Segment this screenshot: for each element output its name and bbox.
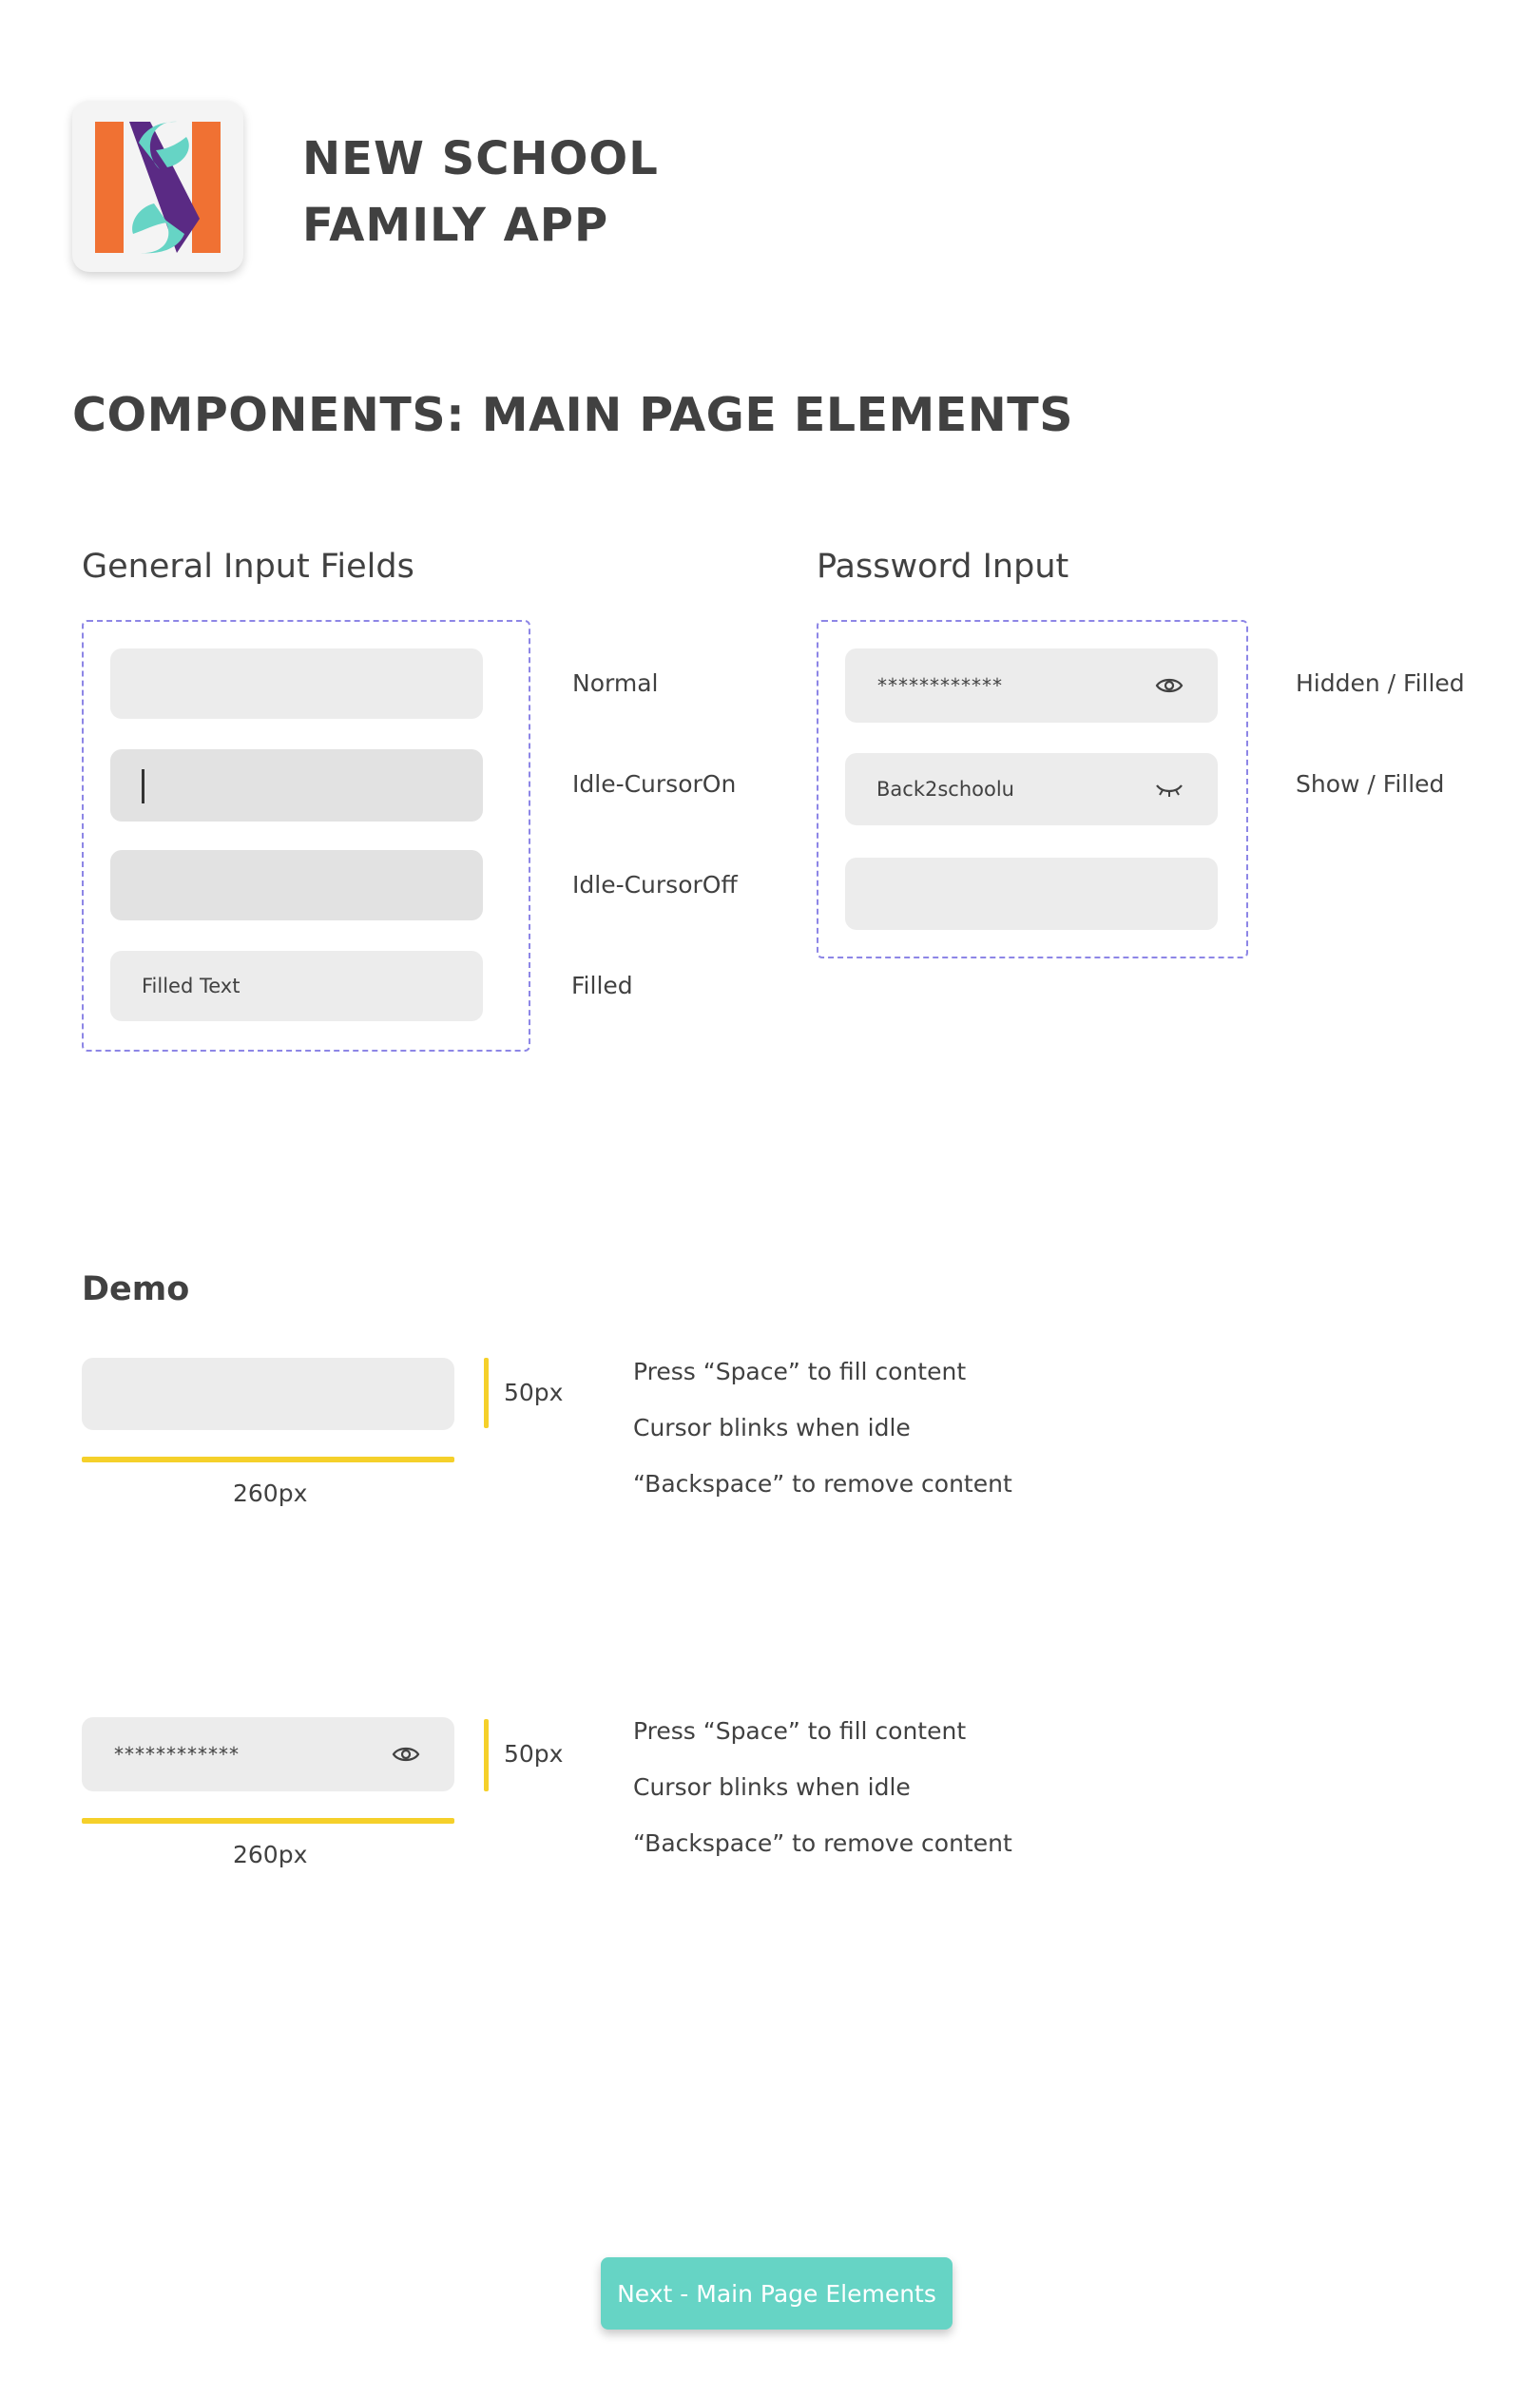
text-input-idle-cursor-on[interactable]: [110, 749, 483, 822]
demo-title: Demo: [82, 1270, 190, 1308]
password-input-hidden[interactable]: [845, 648, 1218, 723]
app-logo: [72, 101, 243, 272]
text-cursor: [142, 769, 144, 803]
eye-icon[interactable]: [392, 1744, 420, 1765]
state-label-idle-cursor-on: Idle-CursorOn: [572, 770, 737, 798]
height-dimension-line: [484, 1358, 489, 1428]
password-hidden-value: ************: [877, 674, 1003, 697]
demo-note: “Backspace” to remove content: [633, 1470, 1012, 1498]
demo-note: Cursor blinks when idle: [633, 1414, 911, 1441]
state-label-normal: Normal: [572, 669, 659, 697]
width-dimension-line: [82, 1457, 454, 1462]
height-dimension-label: 50px: [504, 1379, 564, 1406]
width-dimension-line: [82, 1818, 454, 1824]
demo-note: Press “Space” to fill content: [633, 1717, 967, 1745]
height-dimension-label: 50px: [504, 1740, 564, 1768]
state-label-show-filled: Show / Filled: [1296, 770, 1445, 798]
demo-note: “Backspace” to remove content: [633, 1829, 1012, 1857]
general-inputs-title: General Input Fields: [82, 548, 414, 586]
text-input-idle-cursor-off[interactable]: [110, 850, 483, 920]
page-title: COMPONENTS: MAIN PAGE ELEMENTS: [72, 388, 1073, 442]
new-school-logo-icon: [72, 101, 243, 272]
text-input-normal[interactable]: [110, 648, 483, 719]
eye-icon[interactable]: [1155, 675, 1184, 696]
app-title-line1: NEW SCHOOL: [302, 132, 659, 185]
app-title-line2: FAMILY APP: [302, 199, 609, 252]
width-dimension-label: 260px: [233, 1841, 308, 1868]
eye-closed-icon[interactable]: [1155, 778, 1184, 799]
filled-text-value: Filled Text: [142, 975, 241, 997]
password-input-shown[interactable]: [845, 753, 1218, 825]
width-dimension-label: 260px: [233, 1479, 308, 1507]
demo-note: Cursor blinks when idle: [633, 1773, 911, 1801]
demo-password-value: ************: [114, 1743, 240, 1766]
password-inputs-title: Password Input: [817, 548, 1069, 586]
password-input-empty[interactable]: [845, 858, 1218, 930]
state-label-hidden-filled: Hidden / Filled: [1296, 669, 1465, 697]
state-label-idle-cursor-off: Idle-CursorOff: [572, 871, 738, 899]
text-input-filled[interactable]: [110, 951, 483, 1021]
state-label-filled: Filled: [571, 972, 633, 999]
demo-password-input[interactable]: [82, 1717, 454, 1791]
app-title: [302, 126, 659, 259]
height-dimension-line: [484, 1719, 489, 1791]
demo-text-input[interactable]: [82, 1358, 454, 1430]
password-shown-value: Back2schoolu: [876, 778, 1014, 801]
demo-note: Press “Space” to fill content: [633, 1358, 967, 1385]
next-button[interactable]: Next - Main Page Elements: [601, 2257, 953, 2330]
